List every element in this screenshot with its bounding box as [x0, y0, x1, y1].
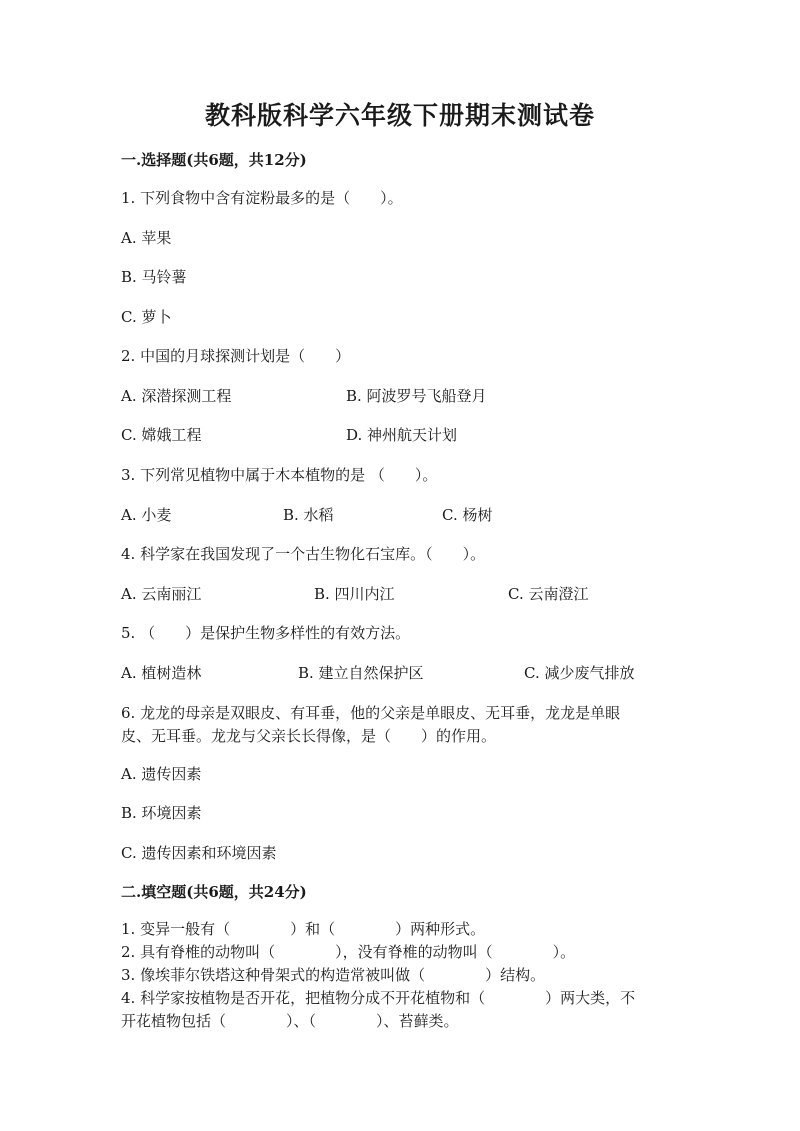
- section-heading-choice: 一.选择题(共6题，共12分): [121, 151, 307, 169]
- fill-question-2: 2. 具有脊椎的动物叫（ ），没有脊椎的动物叫（ ）。: [121, 943, 576, 961]
- question-1-option-a: A. 苹果: [121, 229, 172, 247]
- question-3-option-c: C. 杨树: [442, 506, 493, 524]
- question-1-option-c: C. 萝卜: [121, 308, 172, 326]
- question-4-option-c: C. 云南澄江: [508, 585, 589, 603]
- question-3-stem: 3. 下列常见植物中属于木本植物的是 （ ）。: [121, 466, 438, 484]
- question-5-stem: 5. （ ）是保护生物多样性的有效方法。: [121, 624, 411, 642]
- question-1-stem: 1. 下列食物中含有淀粉最多的是（ ）。: [121, 189, 403, 207]
- fill-question-4-line2: 开花植物包括（ ）、（ ）、苔藓类。: [121, 1012, 459, 1030]
- question-6-stem-line2: 皮、无耳垂。龙龙与父亲长长得像，是（ ）的作用。: [121, 727, 497, 745]
- question-1-option-b: B. 马铃薯: [121, 268, 187, 286]
- page-title: 教科版科学六年级下册期末测试卷: [204, 101, 595, 130]
- question-3-option-b: B. 水稻: [283, 506, 334, 524]
- fill-question-4-line1: 4. 科学家按植物是否开花，把植物分成不开花植物和（ ）两大类，不: [121, 989, 636, 1007]
- question-5-option-c: C. 减少废气排放: [524, 664, 635, 682]
- fill-question-3: 3. 像埃菲尔铁塔这种骨架式的构造常被叫做（ ）结构。: [121, 966, 546, 984]
- question-6-option-b: B. 环境因素: [121, 804, 202, 822]
- fill-question-1: 1. 变异一般有（ ）和（ ）两种形式。: [121, 920, 486, 938]
- question-2-stem: 2. 中国的月球探测计划是（ ）: [121, 347, 351, 365]
- question-6-stem-line1: 6. 龙龙的母亲是双眼皮、有耳垂，他的父亲是单眼皮、无耳垂，龙龙是单眼: [121, 704, 621, 722]
- question-5-option-b: B. 建立自然保护区: [298, 664, 424, 682]
- question-2-option-c: C. 嫦娥工程: [121, 426, 202, 444]
- question-4-option-a: A. 云南丽江: [121, 585, 202, 603]
- question-2-option-d: D. 神州航天计划: [346, 426, 458, 444]
- question-2-option-a: A. 深潜探测工程: [121, 387, 232, 405]
- question-4-stem: 4. 科学家在我国发现了一个古生物化石宝库。（ ）。: [121, 545, 486, 563]
- section-heading-fill: 二.填空题(共6题，共24分): [121, 883, 307, 901]
- question-6-option-a: A. 遗传因素: [121, 765, 202, 783]
- question-3-option-a: A. 小麦: [121, 506, 172, 524]
- question-4-option-b: B. 四川内江: [314, 585, 395, 603]
- question-6-option-c: C. 遗传因素和环境因素: [121, 844, 277, 862]
- question-5-option-a: A. 植树造林: [121, 664, 202, 682]
- question-2-option-b: B. 阿波罗号飞船登月: [346, 387, 487, 405]
